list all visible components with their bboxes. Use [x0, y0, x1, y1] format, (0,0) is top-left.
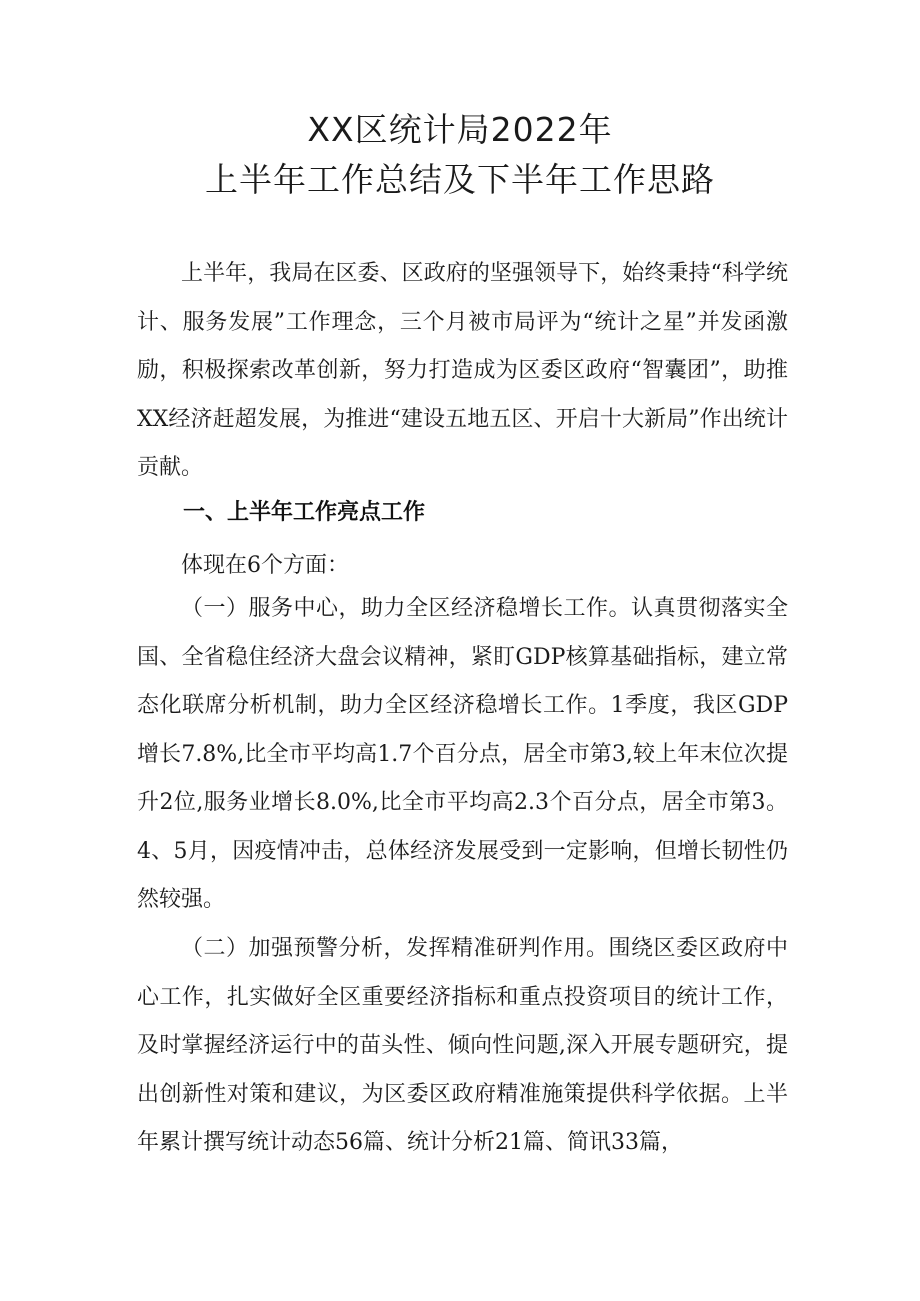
- section-1-lead-block: [137, 542, 788, 591]
- section-1-lead: 体现在6个方面：: [181, 553, 349, 578]
- item-1-paragraph: （一）服务中心，助力全区经济稳增长工作。认真贯彻落实全国、全省稳住经济大盘会议精神，紧盯GDP核算基础指标，建立常态化联席分析机制，助力全区经济稳增长工作。1季度，我区GDP增长7.8%,比全市平均高1.7个百分点，居全市第3,较上年末位次提升2位,服务业增长8.0%,比全市平均高2.3个百分点，居全市第3。4、5月，因疫情冲击，总体经济发展受到一定影响，但增长韧性仍然较强。: [137, 596, 788, 912]
- item-1-block: [137, 585, 788, 925]
- document-title-line-2: 上半年工作总结及下半年工作思路: [205, 160, 715, 199]
- item-2-block: [137, 925, 788, 1168]
- document-title-line-1: XX区统计局2022年: [307, 110, 613, 149]
- intro-paragraph-block: [137, 250, 788, 493]
- item-2-paragraph: （二）加强预警分析，发挥精准研判作用。围绕区委区政府中心工作，扎实做好全区重要经济指标和重点投资项目的统计工作，及时掌握经济运行中的苗头性、倾向性问题,深入开展专题研究，提出创新性对策和建议，为区委区政府精准施策提供科学依据。上半年累计撰写统计动态56篇、统计分析21篇、简讯33篇，: [137, 936, 788, 1155]
- section-1-heading: 一、上半年工作亮点工作: [183, 500, 426, 525]
- intro-paragraph: 上半年，我局在区委、区政府的坚强领导下，始终秉持“科学统计、服务发展”工作理念，三个月被市局评为“统计之星”并发函激励，积极探索改革创新，努力打造成为区委区政府“智囊团”，助推XX经济赶超发展，为推进“建设五地五区、开启十大新局”作出统计贡献。: [137, 261, 788, 480]
